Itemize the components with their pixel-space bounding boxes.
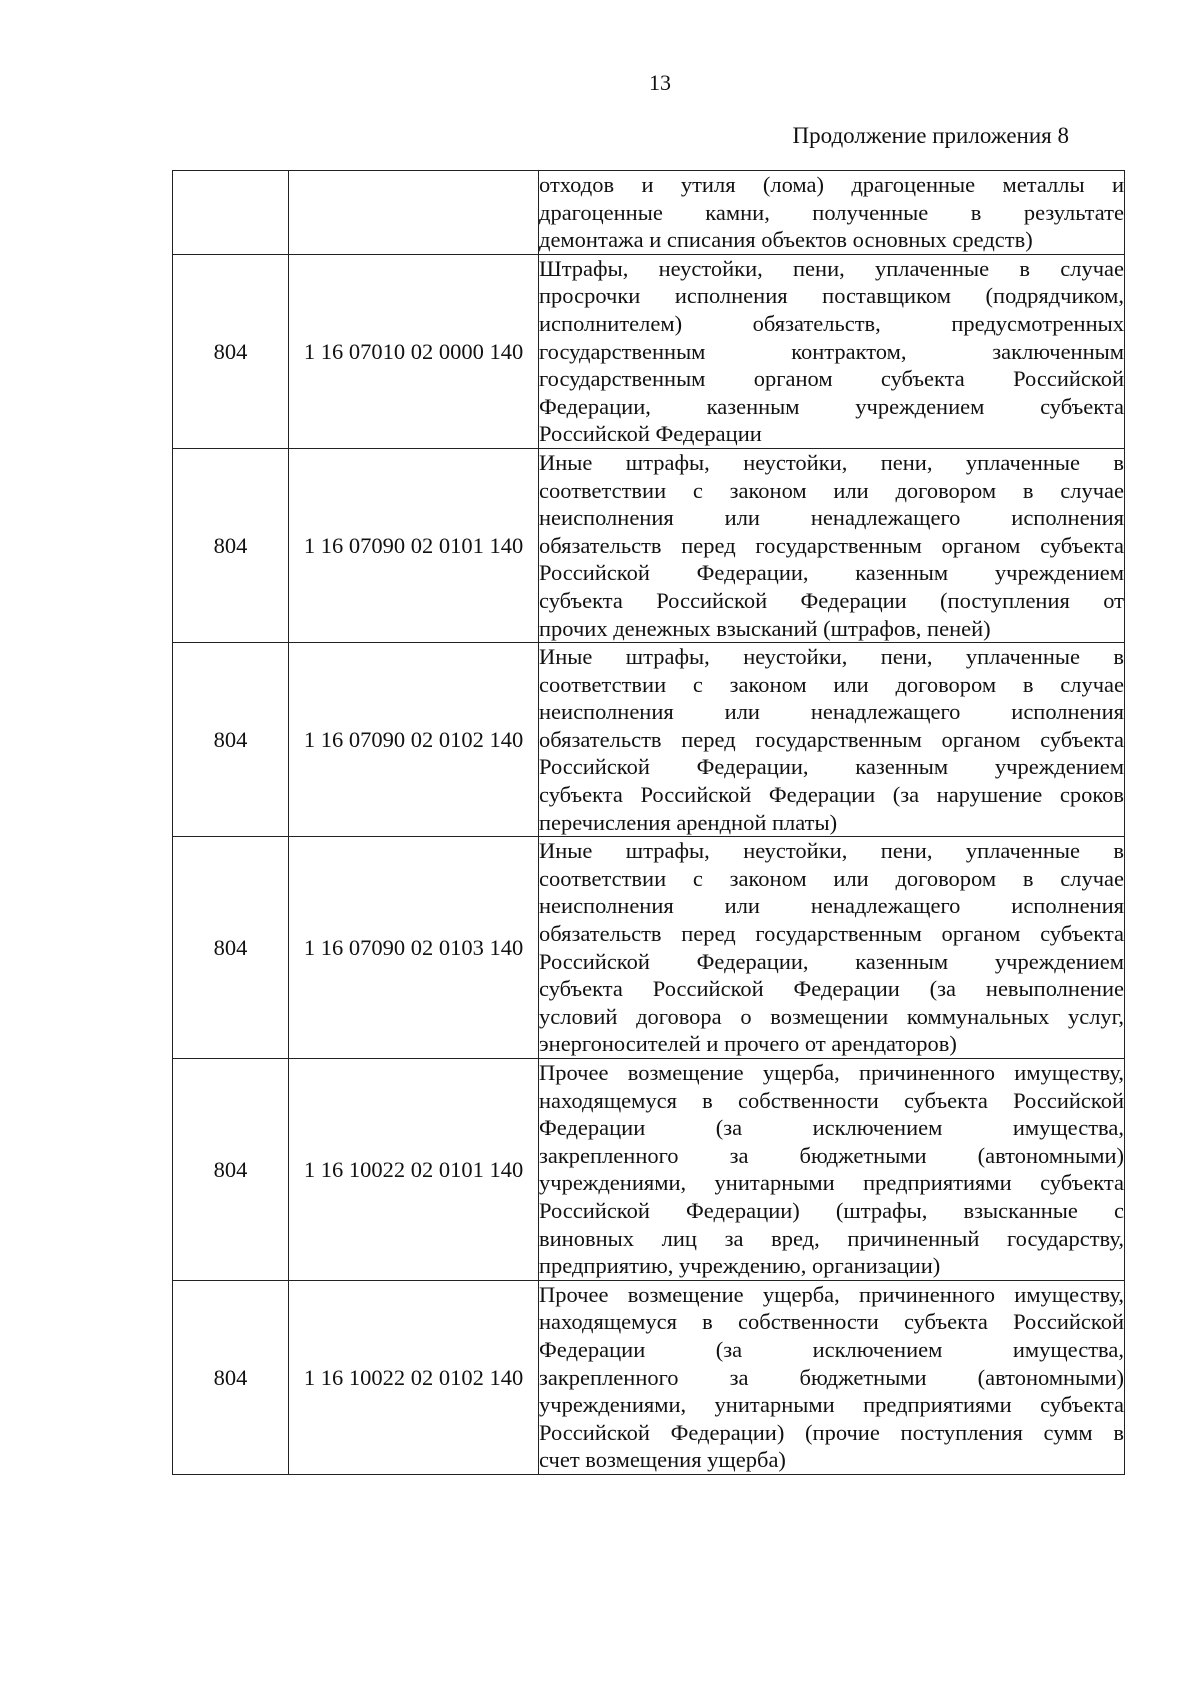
description-line: закрепленного за бюджетными (автономными) [539,1142,1124,1168]
description-line: субъекта Российской Федерации (поступления от [539,587,1124,613]
table-row [173,171,1125,255]
description-line: демонтажа и списания объектов основных средств) [539,227,1033,253]
description-line: учреждениями, унитарными предприятиями субъекта [539,1392,1124,1418]
revenue-codes-table [172,170,1125,1475]
description-line: учреждениями, унитарными предприятиями субъекта [539,1170,1124,1196]
description-line: Иные штрафы, неустойки, пени, уплаченные в [539,838,1124,864]
description-line: драгоценные камни, полученные в результате [539,199,1124,225]
description-line: Федерации (за исключением имущества, [539,1336,1124,1362]
revenue-description-cell [539,448,1125,642]
description-line: отходов и утиля (лома) драгоценные металлы и [539,172,1124,197]
description-line: Российской Федерации [539,421,762,447]
budget-classification-code-cell: 1 16 10022 02 0101 140 [289,1059,539,1281]
description-line: счет возмещения ущерба) [539,1447,786,1473]
revenue-description-cell [539,1059,1125,1281]
budget-classification-code-cell: 1 16 07010 02 0000 140 [289,254,539,448]
admin-code-cell: 804 [173,643,289,837]
table-row [173,643,1125,837]
description-line: Федерации, казенным учреждением субъекта [539,393,1124,419]
description-line: находящемуся в собственности субъекта Российской [539,1309,1124,1335]
description-line: государственным органом субъекта Российской [539,366,1124,392]
description-line: Российской Федерации, казенным учреждением [539,948,1124,974]
budget-classification-code-cell: 1 16 07090 02 0101 140 [289,448,539,642]
admin-code-cell: 804 [173,1059,289,1281]
description-line: Российской Федерации) (прочие поступления сумм в [539,1419,1124,1445]
description-line: закрепленного за бюджетными (автономными) [539,1364,1124,1390]
description-line: исполнителем) обязательств, предусмотренных [539,310,1124,336]
description-line: просрочки исполнения поставщиком (подрядчиком, [539,283,1124,309]
description-line: Прочее возмещение ущерба, причиненного имуществу, [539,1060,1124,1085]
description-line: Российской Федерации, казенным учреждением [539,754,1124,780]
description-line: Российской Федерации) (штрафы, взысканные с [539,1197,1124,1223]
description-line: условий договора о возмещении коммунальных услуг, [539,1003,1124,1029]
revenue-description-cell [539,643,1125,837]
admin-code-cell: 804 [173,254,289,448]
description-line: прочих денежных взысканий (штрафов, пеней) [539,615,991,641]
admin-code-cell [173,171,289,255]
description-line: государственным контрактом, заключенным [539,338,1124,364]
table-row [173,1280,1125,1474]
appendix-continuation-header: Продолжение приложения 8 [792,123,1069,148]
admin-code-cell: 804 [173,1280,289,1474]
admin-code-cell: 804 [173,837,289,1059]
description-line: предприятию, учреждению, организации) [539,1253,941,1279]
budget-classification-code-cell: 1 16 07090 02 0103 140 [289,837,539,1059]
description-line: неисполнения или ненадлежащего исполнения [539,699,1124,725]
description-line: Российской Федерации, казенным учреждением [539,560,1124,586]
description-line: неисполнения или ненадлежащего исполнения [539,505,1124,531]
description-line: Прочее возмещение ущерба, причиненного имуществу, [539,1281,1124,1307]
admin-code-cell: 804 [173,448,289,642]
description-line: Федерации (за исключением имущества, [539,1115,1124,1141]
table-row [173,448,1125,642]
revenue-description-cell [539,171,1125,255]
revenue-description-cell [539,837,1125,1059]
description-line: субъекта Российской Федерации (за нарушение сроков [539,782,1124,808]
description-line: соответствии с законом или договором в случае [539,671,1124,697]
revenue-description-cell [539,254,1125,448]
description-line: обязательств перед государственным органом субъекта [539,726,1124,752]
budget-classification-code-cell [289,171,539,255]
budget-classification-code-cell: 1 16 10022 02 0102 140 [289,1280,539,1474]
description-line: виновных лиц за вред, причиненный государству, [539,1225,1124,1251]
description-line: неисполнения или ненадлежащего исполнения [539,893,1124,919]
description-line: соответствии с законом или договором в случае [539,477,1124,503]
description-line: соответствии с законом или договором в случае [539,865,1124,891]
table-body [173,171,1125,1475]
description-line: Штрафы, неустойки, пени, уплаченные в случае [539,255,1124,281]
description-line: обязательств перед государственным органом субъекта [539,532,1124,558]
table-row [173,1059,1125,1281]
description-line: обязательств перед государственным органом субъекта [539,921,1124,947]
description-line: субъекта Российской Федерации (за невыполнение [539,976,1124,1002]
description-line: находящемуся в собственности субъекта Российской [539,1087,1124,1113]
table-row [173,837,1125,1059]
budget-classification-code-cell: 1 16 07090 02 0102 140 [289,643,539,837]
description-line: энергоносителей и прочего от арендаторов) [539,1031,957,1057]
description-line: Иные штрафы, неустойки, пени, уплаченные в [539,449,1124,475]
description-line: Иные штрафы, неустойки, пени, уплаченные в [539,644,1124,670]
page-number: 13 [649,70,671,95]
revenue-description-cell [539,1280,1125,1474]
description-line: перечисления арендной платы) [539,809,838,835]
table-row [173,254,1125,448]
